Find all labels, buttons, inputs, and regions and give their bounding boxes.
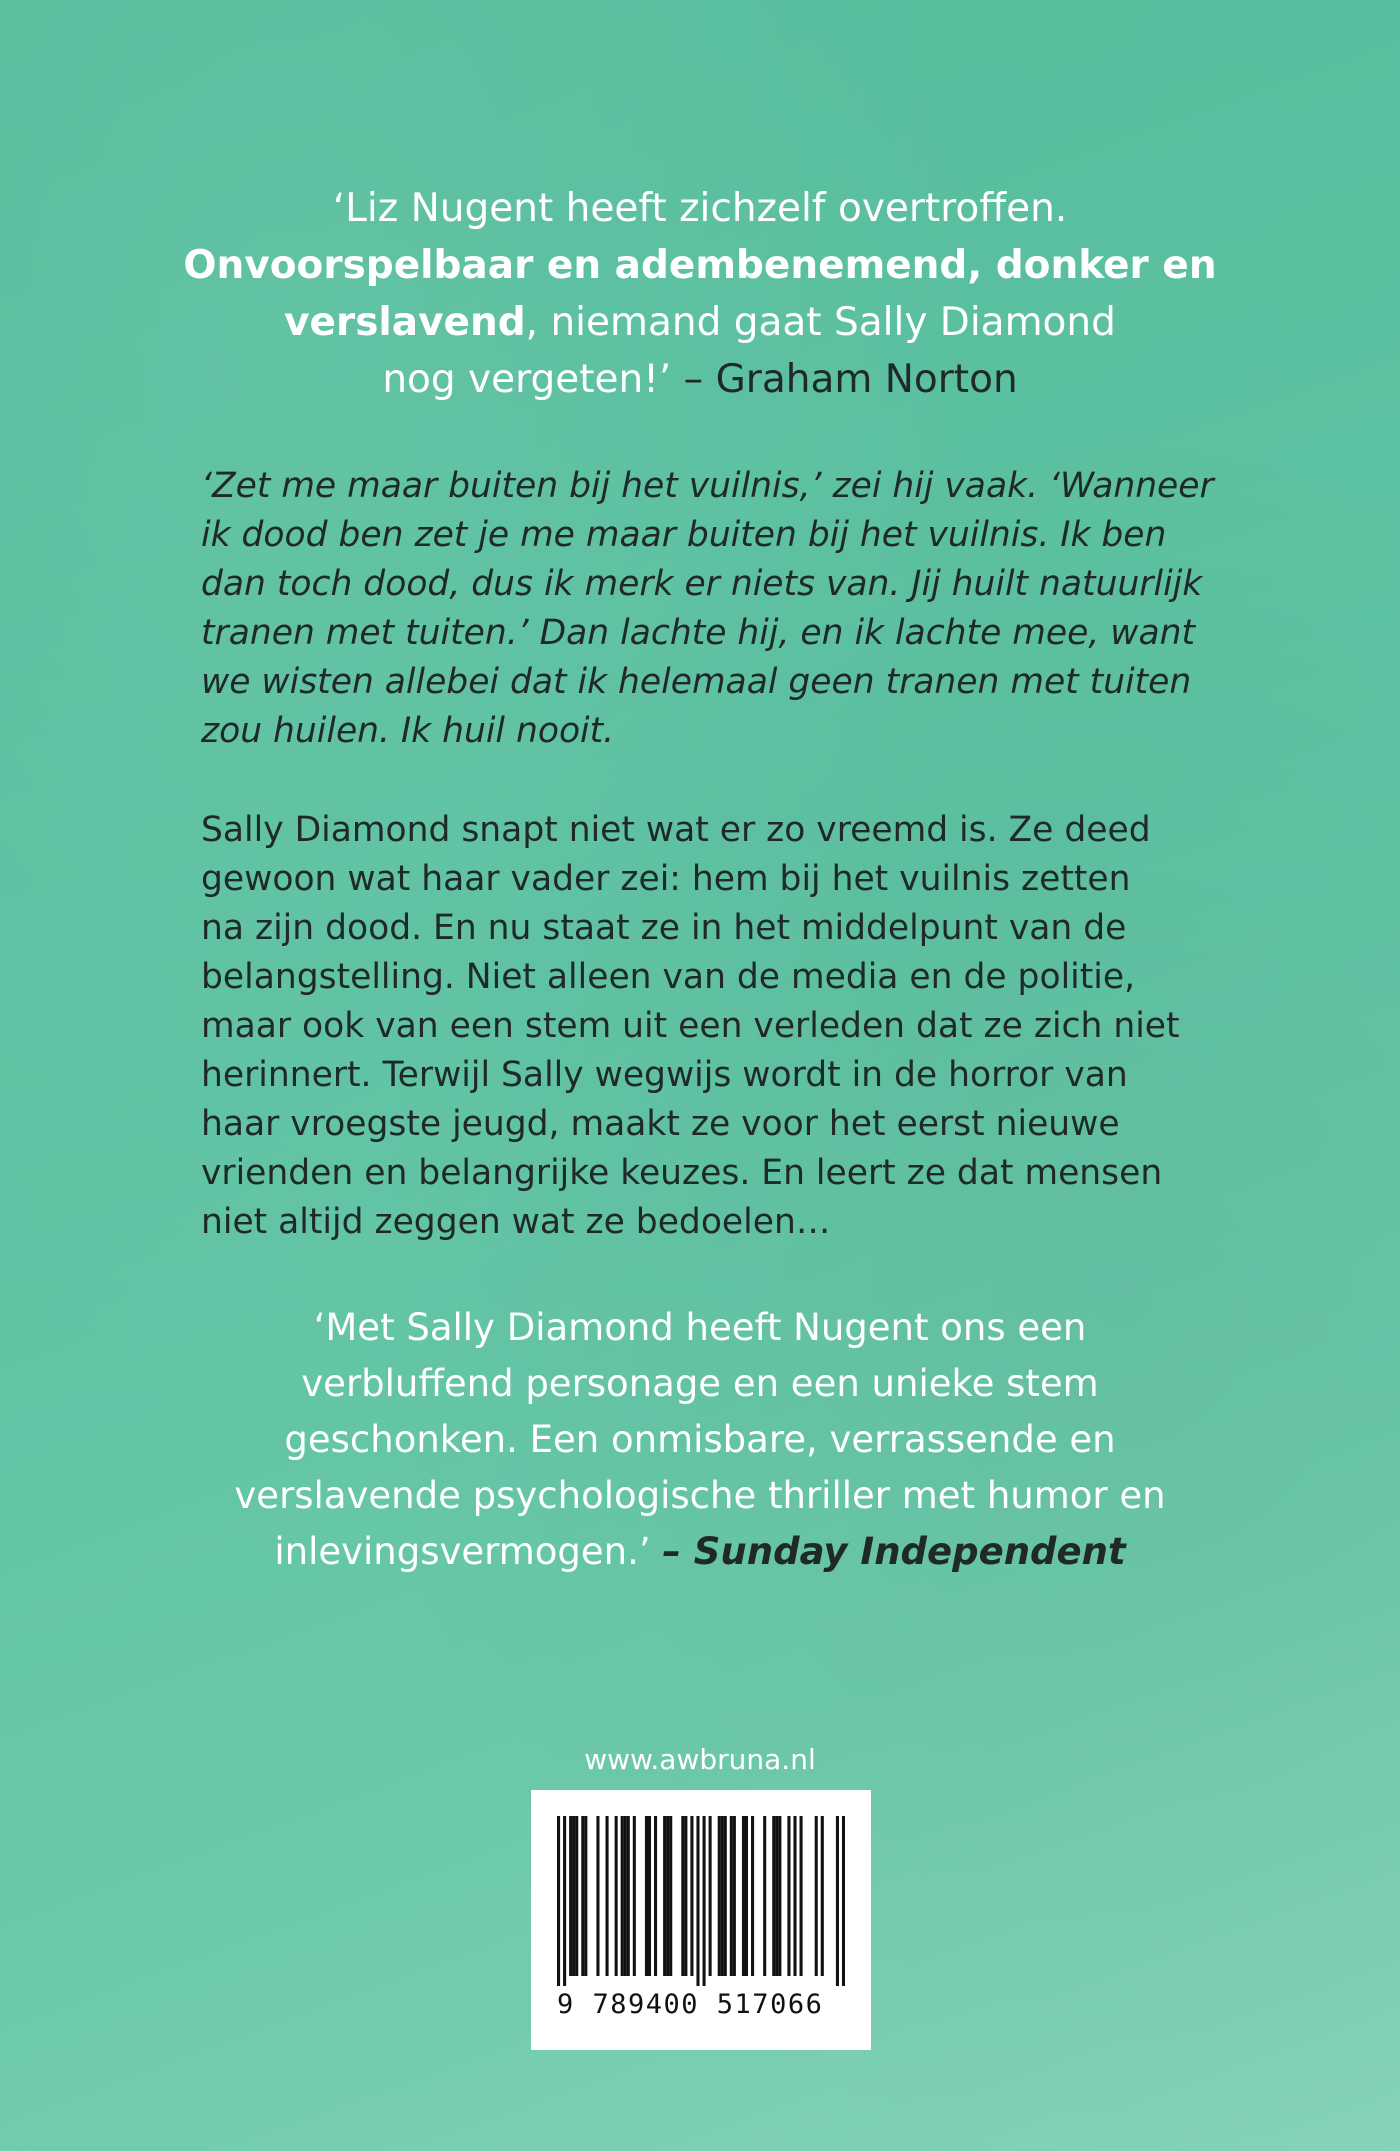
barcode-bar <box>742 1816 745 1976</box>
barcode-bar <box>724 1816 727 1976</box>
barcode-bar <box>696 1816 699 1986</box>
barcode-bar <box>584 1816 587 1976</box>
excerpt-line: dan toch dood, dus ik merk er niets van. Jij huilt natuurlijk <box>201 564 1203 604</box>
barcode-bar <box>575 1816 578 1976</box>
top-quote-bold-phrase-2: verslavend <box>284 300 526 345</box>
barcode-bar <box>627 1816 630 1976</box>
barcode-bar <box>645 1816 648 1976</box>
barcode-bar <box>815 1816 818 1976</box>
bottom-review-quote <box>0 1300 1400 1580</box>
barcode-bar <box>648 1816 651 1976</box>
excerpt-line: tranen met tuiten.’ Dan lachte hij, en ik lachte mee, want <box>201 613 1195 653</box>
barcode-bar <box>557 1816 560 1986</box>
barcode-bar <box>836 1816 839 1986</box>
top-quote-line-4-text: nog vergeten!’ <box>382 357 684 402</box>
synopsis-line: Sally Diamond snapt niet wat er zo vreemd is. Ze deed <box>201 810 1151 850</box>
isbn-barcode <box>531 1790 871 2050</box>
bottom-quote-line-3: geschonken. Een onmisbare, verrassende en <box>284 1418 1116 1461</box>
synopsis-line: niet altijd zeggen wat ze bedoelen… <box>201 1202 831 1242</box>
barcode-bar <box>581 1816 584 1976</box>
bottom-quote-line-2: verbluffend personage en een unieke stem <box>301 1362 1099 1405</box>
barcode-bar <box>563 1816 566 1986</box>
synopsis-line: gewoon wat haar vader zei: hem bij het vuilnis zetten <box>201 859 1131 899</box>
isbn-number: 9 789400 517066 <box>557 1989 824 2020</box>
barcode-bar <box>772 1816 775 1976</box>
barcode-bar <box>709 1816 712 1976</box>
top-quote-line-3-rest: , niemand gaat Sally Diamond <box>525 300 1116 345</box>
barcode-bars <box>557 1816 845 1986</box>
bottom-quote-line-4: verslavende psychologische thriller met humor en <box>234 1474 1166 1517</box>
excerpt-line: ‘Zet me maar buiten bij het vuilnis,’ zei hij vaak. ‘Wanneer <box>201 466 1214 506</box>
top-quote-line-2 <box>0 237 1400 294</box>
barcode-bar <box>663 1816 666 1976</box>
barcode-bar <box>800 1816 803 1976</box>
barcode-bar <box>730 1816 733 1976</box>
bottom-quote-line-1: ‘Met Sally Diamond heeft Nugent ons een <box>313 1306 1087 1349</box>
barcode-bar <box>745 1816 748 1976</box>
top-quote-line-4 <box>0 351 1400 408</box>
publisher-website: www.awbruna.nl <box>584 1743 816 1776</box>
barcode-bar <box>793 1816 796 1976</box>
barcode-bar <box>751 1816 754 1976</box>
bottom-quote-line-5 <box>0 1524 1400 1580</box>
barcode-bar <box>690 1816 693 1976</box>
synopsis-line: haar vroegste jeugd, maakt ze voor het eerst nieuwe <box>201 1104 1120 1144</box>
synopsis-line: vrienden en belangrijke keuzes. En leert ze dat mensen <box>201 1153 1163 1193</box>
top-quote-line-1: ‘Liz Nugent heeft zichzelf overtroffen. <box>332 186 1068 231</box>
barcode-bar <box>621 1816 624 1976</box>
barcode-bar <box>842 1816 845 1986</box>
barcode-bar <box>596 1816 599 1976</box>
barcode-bar <box>763 1816 766 1976</box>
top-quote-bold-phrase-1: Onvoorspelbaar en adembenemend, donker en <box>183 243 1217 288</box>
top-quote-attribution: – Graham Norton <box>683 357 1018 402</box>
barcode-bar <box>787 1816 790 1976</box>
book-excerpt <box>201 462 1214 756</box>
barcode-bar <box>821 1816 824 1976</box>
barcode-bar <box>569 1816 572 1976</box>
barcode-bar <box>775 1816 778 1976</box>
barcode-bar <box>721 1816 724 1976</box>
barcode-bar <box>606 1816 609 1976</box>
synopsis-line: herinnert. Terwijl Sally wegwijs wordt in de horror van <box>201 1055 1128 1095</box>
synopsis-line: na zijn dood. En nu staat ze in het middelpunt van de <box>201 908 1127 948</box>
barcode-bar <box>615 1816 618 1976</box>
barcode-bar <box>684 1816 687 1976</box>
book-synopsis <box>201 806 1211 1247</box>
barcode-bar <box>666 1816 669 1976</box>
barcode-bar <box>778 1816 781 1976</box>
barcode-bar <box>681 1816 684 1976</box>
barcode-bar <box>703 1816 706 1986</box>
excerpt-line: ik dood ben zet je me maar buiten bij het vuilnis. Ik ben <box>201 515 1167 555</box>
top-review-quote <box>0 180 1400 408</box>
barcode-bar <box>669 1816 672 1976</box>
synopsis-line: belangstelling. Niet alleen van de media en de politie, <box>201 957 1136 997</box>
synopsis-line: maar ook van een stem uit een verleden dat ze zich niet <box>201 1006 1180 1046</box>
excerpt-line: we wisten allebei dat ik helemaal geen tranen met tuiten <box>201 662 1192 702</box>
excerpt-line: zou huilen. Ik huil nooit. <box>201 711 615 751</box>
bottom-quote-line-5-text: inlevingsvermogen.’ <box>274 1530 663 1573</box>
barcode-bar <box>733 1816 736 1976</box>
barcode-bar <box>624 1816 627 1976</box>
barcode-bar <box>654 1816 657 1976</box>
barcode-bar <box>572 1816 575 1976</box>
barcode-bar <box>633 1816 636 1976</box>
barcode-bar <box>718 1816 721 1976</box>
top-quote-line-3 <box>0 294 1400 351</box>
bottom-quote-attribution: – Sunday Independent <box>662 1530 1126 1573</box>
